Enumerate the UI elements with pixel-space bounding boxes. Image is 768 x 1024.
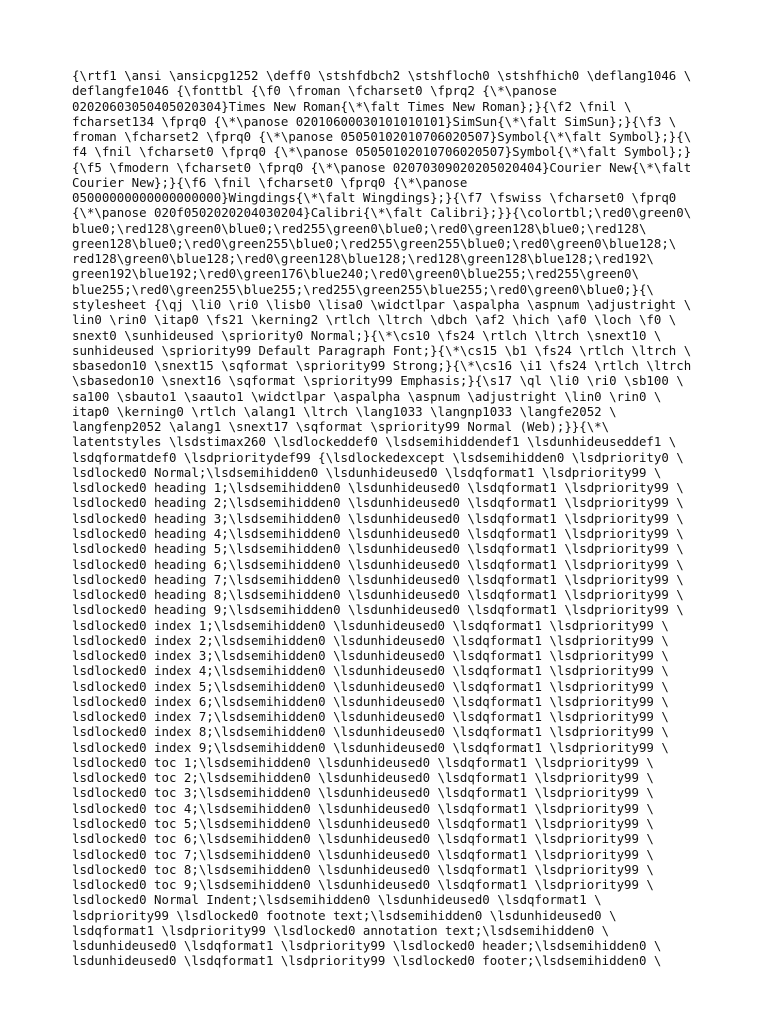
text-line: itap0 \kerning0 \rtlch \alang1 \ltrch \lang1033 \langnp1033 \langfe2052 \: [72, 403, 617, 419]
text-line: snext0 \sunhideused \spriority0 Normal;}{\*\cs10 \fs24 \rtlch \ltrch \snext10 \: [72, 327, 662, 343]
text-line: lsdlocked0 heading 2;\lsdsemihidden0 \lsdunhideused0 \lsdqformat1 \lsdpriority99 \: [72, 495, 684, 511]
text-line: fcharset134 \fprq0 {\*\panose 02010600030101010101}SimSun{\*\falt SimSun};}{\f3 \: [72, 113, 677, 129]
text-line: lsdunhideused0 \lsdqformat1 \lsdpriority99 \lsdlocked0 header;\lsdsemihidden0 \: [72, 938, 662, 954]
text-line: lsdlocked0 heading 5;\lsdsemihidden0 \lsdunhideused0 \lsdqformat1 \lsdpriority99 \: [72, 541, 684, 557]
text-line: lsdlocked0 Normal Indent;\lsdsemihidden0 \lsdunhideused0 \lsdqformat1 \: [72, 892, 602, 908]
text-line: sunhideused \spriority99 Default Paragraph Font;}{\*\cs15 \b1 \fs24 \rtlch \ltrch \: [72, 342, 692, 358]
text-line: {\*\panose 020f0502020204030204}Calibri{\*\falt Calibri};}}{\colortbl;\red0\green0\: [72, 205, 692, 221]
text-line: lsdlocked0 index 4;\lsdsemihidden0 \lsdunhideused0 \lsdqformat1 \lsdpriority99 \: [72, 663, 669, 679]
text-line: lsdlocked0 heading 3;\lsdsemihidden0 \lsdunhideused0 \lsdqformat1 \lsdpriority99 \: [72, 510, 684, 526]
text-line: 05000000000000000000}Wingdings{\*\falt Wingdings};}{\f7 \fswiss \fcharset0 \fprq0: [72, 190, 677, 206]
text-line: lsdlocked0 toc 1;\lsdsemihidden0 \lsdunhideused0 \lsdqformat1 \lsdpriority99 \: [72, 754, 654, 770]
text-line: lsdlocked0 toc 4;\lsdsemihidden0 \lsdunhideused0 \lsdqformat1 \lsdpriority99 \: [72, 800, 654, 816]
text-line: lin0 \rin0 \itap0 \fs21 \kerning2 \rtlch \ltrch \dbch \af2 \hich \af0 \loch \f0 \: [72, 312, 677, 328]
text-line: sbasedon10 \snext15 \sqformat \spriority99 Strong;}{\*\cs16 \i1 \fs24 \rtlch \ltrch: [72, 358, 692, 374]
text-line: lsdlocked0 heading 8;\lsdsemihidden0 \lsdunhideused0 \lsdqformat1 \lsdpriority99 \: [72, 587, 684, 603]
text-line: lsdlocked0 toc 2;\lsdsemihidden0 \lsdunhideused0 \lsdqformat1 \lsdpriority99 \: [72, 770, 654, 786]
text-line: lsdlocked0 index 6;\lsdsemihidden0 \lsdunhideused0 \lsdqformat1 \lsdpriority99 \: [72, 693, 669, 709]
text-line: lsdlocked0 index 2;\lsdsemihidden0 \lsdunhideused0 \lsdqformat1 \lsdpriority99 \: [72, 632, 669, 648]
text-line: lsdlocked0 Normal;\lsdsemihidden0 \lsdunhideused0 \lsdqformat1 \lsdpriority99 \: [72, 464, 662, 480]
text-line: latentstyles \lsdstimax260 \lsdlockeddef0 \lsdsemihiddendef1 \lsdunhideuseddef1 \: [72, 434, 677, 450]
text-line: lsdlocked0 index 9;\lsdsemihidden0 \lsdunhideused0 \lsdqformat1 \lsdpriority99 \: [72, 739, 669, 755]
rtf-source-text: [72, 68, 712, 969]
text-line: lsdlocked0 index 8;\lsdsemihidden0 \lsdunhideused0 \lsdqformat1 \lsdpriority99 \: [72, 724, 669, 740]
text-line: lsdlocked0 toc 6;\lsdsemihidden0 \lsdunhideused0 \lsdqformat1 \lsdpriority99 \: [72, 831, 654, 847]
text-line: \sbasedon10 \snext16 \sqformat \spriority99 Emphasis;}{\s17 \ql \li0 \ri0 \sb100 \: [72, 373, 684, 389]
text-line: lsdlocked0 index 7;\lsdsemihidden0 \lsdunhideused0 \lsdqformat1 \lsdpriority99 \: [72, 709, 669, 725]
text-line: lsdlocked0 toc 7;\lsdsemihidden0 \lsdunhideused0 \lsdqformat1 \lsdpriority99 \: [72, 846, 654, 862]
text-line: lsdlocked0 index 1;\lsdsemihidden0 \lsdunhideused0 \lsdqformat1 \lsdpriority99 \: [72, 617, 669, 633]
text-line: green128\blue0;\red0\green255\blue0;\red255\green255\blue0;\red0\green0\blue128;\: [72, 235, 677, 251]
text-line: f4 \fnil \fcharset0 \fprq0 {\*\panose 05050102010706020507}Symbol{\*\falt Symbol};}: [72, 144, 692, 160]
text-line: blue0;\red128\green0\blue0;\red255\green0\blue0;\red0\green128\blue0;\red128\: [72, 220, 647, 236]
text-line: lsdlocked0 toc 3;\lsdsemihidden0 \lsdunhideused0 \lsdqformat1 \lsdpriority99 \: [72, 785, 654, 801]
text-line: deflangfe1046 {\fonttbl {\f0 \froman \fcharset0 \fprq2 {\*\panose: [72, 83, 557, 99]
text-line: lsdlocked0 toc 5;\lsdsemihidden0 \lsdunhideused0 \lsdqformat1 \lsdpriority99 \: [72, 816, 654, 832]
text-line: lsdqformatdef0 \lsdprioritydef99 {\lsdlockedexcept \lsdsemihidden0 \lsdpriority0 \: [72, 449, 684, 465]
text-line: lsdlocked0 heading 9;\lsdsemihidden0 \lsdunhideused0 \lsdqformat1 \lsdpriority99 \: [72, 602, 684, 618]
text-line: lsdunhideused0 \lsdqformat1 \lsdpriority99 \lsdlocked0 footer;\lsdsemihidden0 \: [72, 953, 662, 969]
text-line: {\rtf1 \ansi \ansicpg1252 \deff0 \stshfdbch2 \stshfloch0 \stshfhich0 \deflang1046 \: [72, 68, 692, 83]
text-line: lsdlocked0 heading 4;\lsdsemihidden0 \lsdunhideused0 \lsdqformat1 \lsdpriority99 \: [72, 525, 684, 541]
text-line: lsdlocked0 index 5;\lsdsemihidden0 \lsdunhideused0 \lsdqformat1 \lsdpriority99 \: [72, 678, 669, 694]
text-line: red128\green0\blue128;\red0\green128\blue128;\red128\green128\blue128;\red192\: [72, 251, 654, 267]
text-line: blue255;\red0\green255\blue255;\red255\green255\blue255;\red0\green0\blue0;}{\: [72, 281, 654, 297]
text-line: lsdlocked0 toc 9;\lsdsemihidden0 \lsdunhideused0 \lsdqformat1 \lsdpriority99 \: [72, 877, 654, 893]
text-line: {\f5 \fmodern \fcharset0 \fprq0 {\*\panose 02070309020205020404}Courier New{\*\falt: [72, 159, 692, 175]
text-line: lsdlocked0 heading 7;\lsdsemihidden0 \lsdunhideused0 \lsdqformat1 \lsdpriority99 \: [72, 571, 684, 587]
text-line: Courier New};}{\f6 \fnil \fcharset0 \fprq0 {\*\panose: [72, 174, 468, 190]
text-line: lsdqformat1 \lsdpriority99 \lsdlocked0 annotation text;\lsdsemihidden0 \: [72, 922, 610, 938]
text-line: langfenp2052 \alang1 \snext17 \sqformat \spriority99 Normal (Web);}}{\*\: [72, 419, 610, 435]
text-line: green192\blue192;\red0\green176\blue240;\red0\green0\blue255;\red255\green0\: [72, 266, 639, 282]
text-line: stylesheet {\qj \li0 \ri0 \lisb0 \lisa0 \widctlpar \aspalpha \aspnum \adjustright \: [72, 296, 692, 312]
text-line: 02020603050405020304}Times New Roman{\*\falt Times New Roman};}{\f2 \fnil \: [72, 98, 632, 114]
text-line: lsdlocked0 heading 6;\lsdsemihidden0 \lsdunhideused0 \lsdqformat1 \lsdpriority99 \: [72, 556, 684, 572]
text-line: lsdlocked0 index 3;\lsdsemihidden0 \lsdunhideused0 \lsdqformat1 \lsdpriority99 \: [72, 648, 669, 664]
text-line: sa100 \sbauto1 \saauto1 \widctlpar \aspalpha \aspnum \adjustright \lin0 \rin0 \: [72, 388, 662, 404]
text-line: lsdlocked0 heading 1;\lsdsemihidden0 \lsdunhideused0 \lsdqformat1 \lsdpriority99 \: [72, 480, 684, 496]
text-line: lsdpriority99 \lsdlocked0 footnote text;\lsdsemihidden0 \lsdunhideused0 \: [72, 907, 617, 923]
text-line: froman \fcharset2 \fprq0 {\*\panose 05050102010706020507}Symbol{\*\falt Symbol};}{\: [72, 129, 692, 145]
text-line: lsdlocked0 toc 8;\lsdsemihidden0 \lsdunhideused0 \lsdqformat1 \lsdpriority99 \: [72, 861, 654, 877]
